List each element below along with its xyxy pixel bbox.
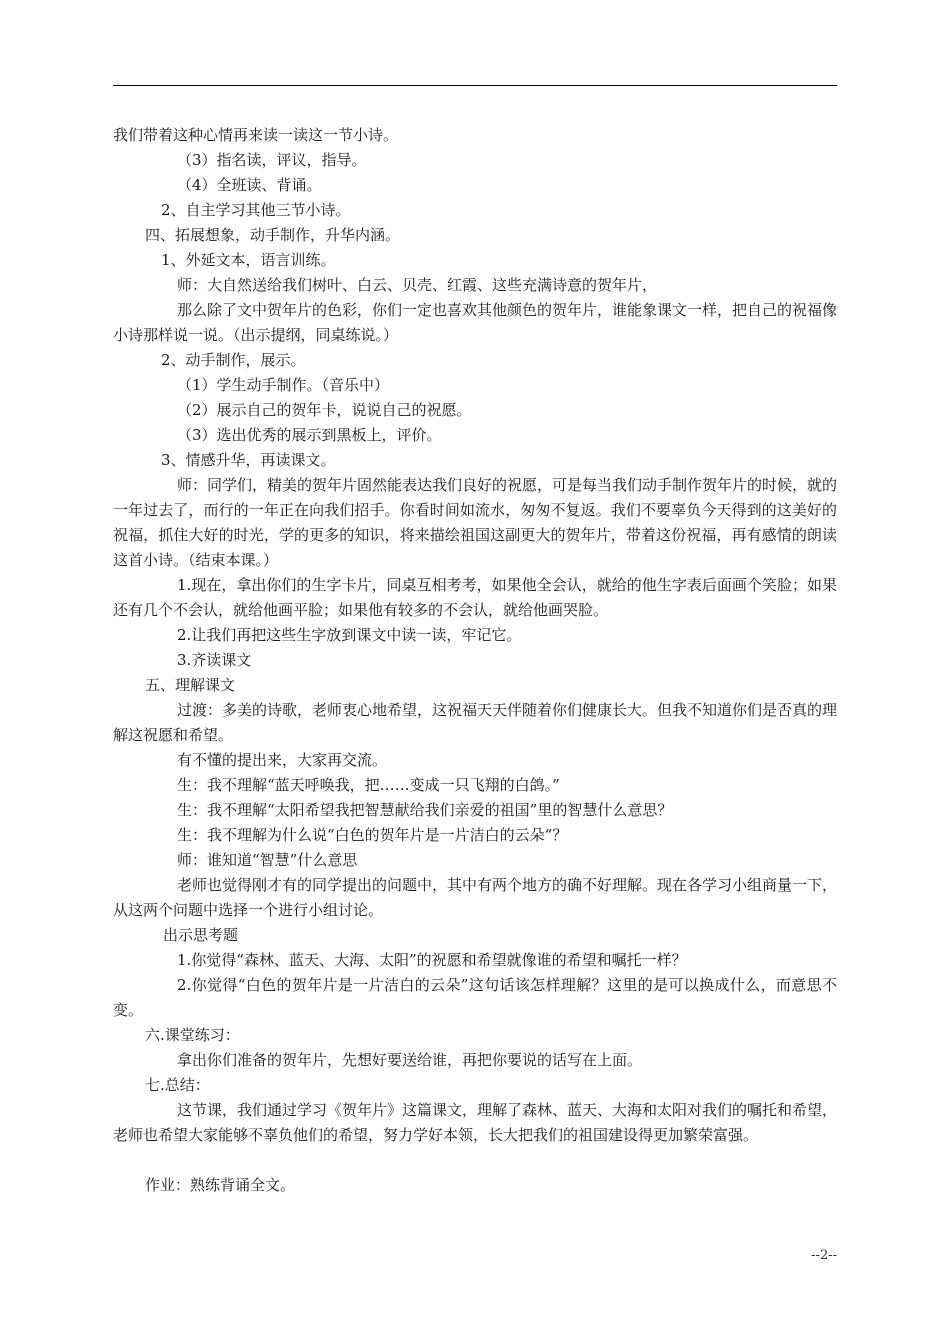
paragraph: 我们带着这种心情再来读一读这一节小诗。 xyxy=(113,126,399,144)
paragraph: （2）展示自己的贺年卡，说说自己的祝愿。 xyxy=(177,401,472,419)
paragraph: 2.让我们再把这些生字放到课文中读一读，牢记它。 xyxy=(177,626,522,644)
section-heading: 五、理解课文 xyxy=(145,676,236,694)
paragraph: 师：谁知道“智慧”什么意思 xyxy=(177,851,358,869)
paragraph: 那么除了文中贺年片的色彩，你们一定也喜欢其他颜色的贺年片，谁能象课文一样，把自己的祝福像小诗那样说一说。（出示提纲，同桌练说。） xyxy=(113,301,838,344)
paragraph: 2.你觉得“白色的贺年片是一片洁白的云朵”这句话该怎样理解？这里的是可以换成什么，而意思不变。 xyxy=(113,976,837,1019)
paragraph: 3.齐读课文 xyxy=(177,651,252,669)
paragraph: 1.你觉得“森林、蓝天、大海、太阳”的祝愿和希望就像谁的希望和嘱托一样？ xyxy=(177,951,687,969)
paragraph: 2、动手制作，展示。 xyxy=(161,351,306,369)
section-heading: 七.总结： xyxy=(145,1076,210,1094)
paragraph: 有不懂的提出来，大家再交流。 xyxy=(177,751,388,769)
paragraph: 生：我不理解“蓝天呼唤我，把……变成一只飞翔的白鸽。” xyxy=(177,776,560,794)
header-rule xyxy=(113,85,837,86)
homework-line: 作业：熟练背诵全文。 xyxy=(145,1176,296,1194)
paragraph: 这节课，我们通过学习《贺年片》这篇课文，理解了森林、蓝天、大海和太阳对我们的嘱托和希望，老师也希望大家能够不辜负他们的希望，努力学好本领，长大把我们的祖国建设得更加繁荣富强。 xyxy=(113,1101,838,1144)
paragraph: 出示思考题 xyxy=(163,926,239,944)
paragraph: 生：我不理解为什么说“白色的贺年片是一片洁白的云朵“？ xyxy=(177,826,568,844)
page-number: --2-- xyxy=(811,1248,837,1263)
paragraph: 2、自主学习其他三节小诗。 xyxy=(161,201,351,219)
paragraph: 3、情感升华，再读课文。 xyxy=(161,451,336,469)
paragraph: （3）指名读，评议，指导。 xyxy=(177,151,367,169)
paragraph: 生：我不理解“太阳希望我把智慧献给我们亲爱的祖国”里的智慧什么意思？ xyxy=(177,801,673,819)
paragraph: （3）选出优秀的展示到黑板上，评价。 xyxy=(177,426,442,444)
paragraph: 师：同学们，精美的贺年片固然能表达我们良好的祝愿，可是每当我们动手制作贺年片的时候，就的一年过去了，而行的一年正在向我们招手。你看时间如流水，匆匆不复返。我们不要辜负今天得到的这美好的祝福，抓住大好的时光，学的更多的知识，将来描绘祖国这副更大的贺年片，带着这份祝福，再有感情的朗读这首小诗。（结束本课。） xyxy=(113,476,838,569)
paragraph: （4）全班读、背诵。 xyxy=(177,176,322,194)
paragraph: 老师也觉得刚才有的同学提出的问题中，其中有两个地方的确不好理解。现在各学习小组商量一下，从这两个问题中选择一个进行小组讨论。 xyxy=(113,876,838,919)
paragraph: 过渡：多美的诗歌，老师衷心地希望，这祝福天天伴随着你们健康长大。但我不知道你们是否真的理解这祝愿和希望。 xyxy=(113,701,838,744)
paragraph: 1.现在，拿出你们的生字卡片，同桌互相考考，如果他全会认，就给的他生字表后面画个笑脸；如果还有几个不会认，就给他画平脸；如果他有较多的不会认，就给他画哭脸。 xyxy=(113,576,837,619)
section-heading: 六.课堂练习： xyxy=(145,1026,240,1044)
spacer xyxy=(113,1148,837,1173)
section-heading: 四、拓展想象，动手制作，升华内涵。 xyxy=(145,226,401,244)
document-body xyxy=(113,123,837,1198)
paragraph: 拿出你们准备的贺年片，先想好要送给谁，再把你要说的话写在上面。 xyxy=(177,1051,643,1069)
paragraph: 1、外延文本，语言训练。 xyxy=(161,251,336,269)
paragraph: 师：大自然送给我们树叶、白云、贝壳、红霞、这些充满诗意的贺年片， xyxy=(177,276,658,294)
paragraph: （1）学生动手制作。（音乐中） xyxy=(177,376,390,394)
